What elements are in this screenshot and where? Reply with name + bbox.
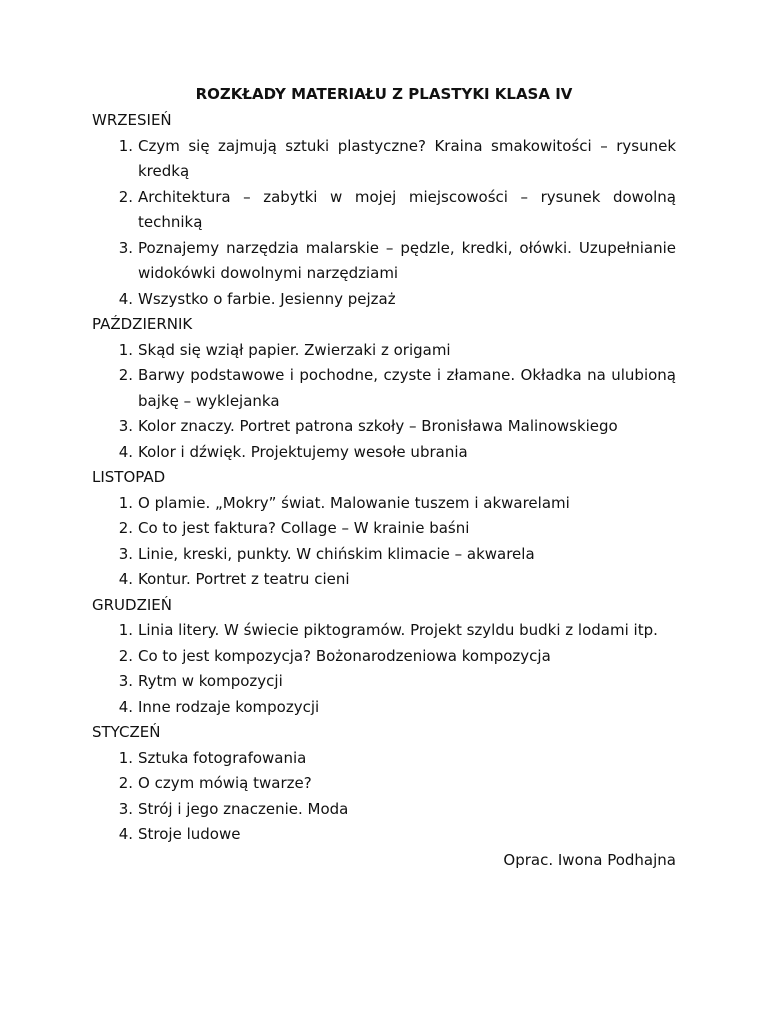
list-item [92,287,676,313]
month-heading: PAŹDZIERNIK [92,315,193,333]
list-item [92,644,676,670]
item-number: 4. [118,289,133,308]
item-text: Linia litery. W świecie piktogramów. Projekt szyldu budki z lodami itp. [138,621,658,639]
item-number: 3. [118,799,133,818]
document-body [92,108,676,873]
item-text: Skąd się wziął papier. Zwierzaki z origami [138,340,451,359]
month-heading: STYCZEŃ [92,723,161,741]
list-item [92,695,676,721]
item-number: 4. [118,825,133,843]
month-heading: GRUDZIEŃ [92,595,172,614]
item-number: 3. [118,417,133,435]
list-item [92,746,676,772]
list-item [92,618,676,644]
item-text: Barwy podstawowe i pochodne, czyste i złamane. Okładka na ulubioną bajkę – wyklejanka [138,366,676,410]
document-title: ROZKŁADY MATERIAŁU Z PLASTYKI KLASA IV [195,85,573,103]
list-item [92,516,676,542]
list-item [92,185,676,236]
item-text: Rytm w kompozycji [138,672,283,690]
item-text: Stroje ludowe [138,825,241,843]
item-text: O czym mówią twarze? [138,774,312,792]
item-number: 4. [118,697,133,716]
list-item [92,363,676,414]
list-item [92,822,676,848]
item-text: Architektura – zabytki w mojej miejscowości – rysunek dowolną techniką [138,187,676,231]
list-item [92,669,676,695]
item-number: 3. [118,672,133,690]
item-number: 2. [118,646,133,665]
topic-list [92,134,676,313]
item-text: Linie, kreski, punkty. W chińskim klimacie – akwarela [138,544,535,563]
list-item [92,440,676,466]
item-number: 4. [118,442,133,461]
item-number: 2. [118,774,133,792]
month-heading: LISTOPAD [92,468,166,486]
topic-list [92,338,676,466]
list-item [92,134,676,185]
item-text: Kontur. Portret z teatru cieni [138,570,350,588]
item-number: 1. [118,136,133,155]
item-number: 1. [118,493,133,512]
item-text: Inne rodzaje kompozycji [138,697,320,716]
topic-list [92,618,676,720]
item-number: 3. [118,544,133,563]
item-number: 4. [118,570,133,588]
item-text: Strój i jego znaczenie. Moda [138,799,349,818]
item-number: 1. [118,748,133,767]
item-text: Wszystko o farbie. Jesienny pejzaż [138,289,396,308]
list-item [92,491,676,517]
item-text: Sztuka fotografowania [138,748,307,767]
list-item [92,797,676,823]
item-number: 2. [118,366,133,384]
item-text: Kolor znaczy. Portret patrona szkoły – Bronisława Malinowskiego [138,417,618,435]
list-item [92,338,676,364]
item-text: Kolor i dźwięk. Projektujemy wesołe ubrania [138,442,468,461]
list-item [92,414,676,440]
list-item [92,771,676,797]
topic-list [92,491,676,593]
item-number: 3. [118,238,133,257]
item-text: Poznajemy narzędzia malarskie – pędzle, kredki, ołówki. Uzupełnianie widokówki dowolnymi narzędziami [138,238,676,282]
item-number: 1. [118,621,133,639]
item-text: Czym się zajmują sztuki plastyczne? Kraina smakowitości – rysunek kredką [138,136,676,180]
item-number: 2. [118,187,133,206]
item-text: Co to jest kompozycja? Bożonarodzeniowa kompozycja [138,646,551,665]
topic-list [92,746,676,848]
list-item [92,567,676,593]
item-number: 1. [118,340,133,359]
signature: Oprac. Iwona Podhajna [503,850,676,869]
month-heading: WRZESIEŃ [92,111,172,129]
list-item [92,236,676,287]
item-number: 2. [118,519,133,537]
item-text: Co to jest faktura? Collage – W krainie baśni [138,519,470,537]
item-text: O plamie. „Mokry” świat. Malowanie tuszem i akwarelami [138,493,570,512]
list-item [92,542,676,568]
